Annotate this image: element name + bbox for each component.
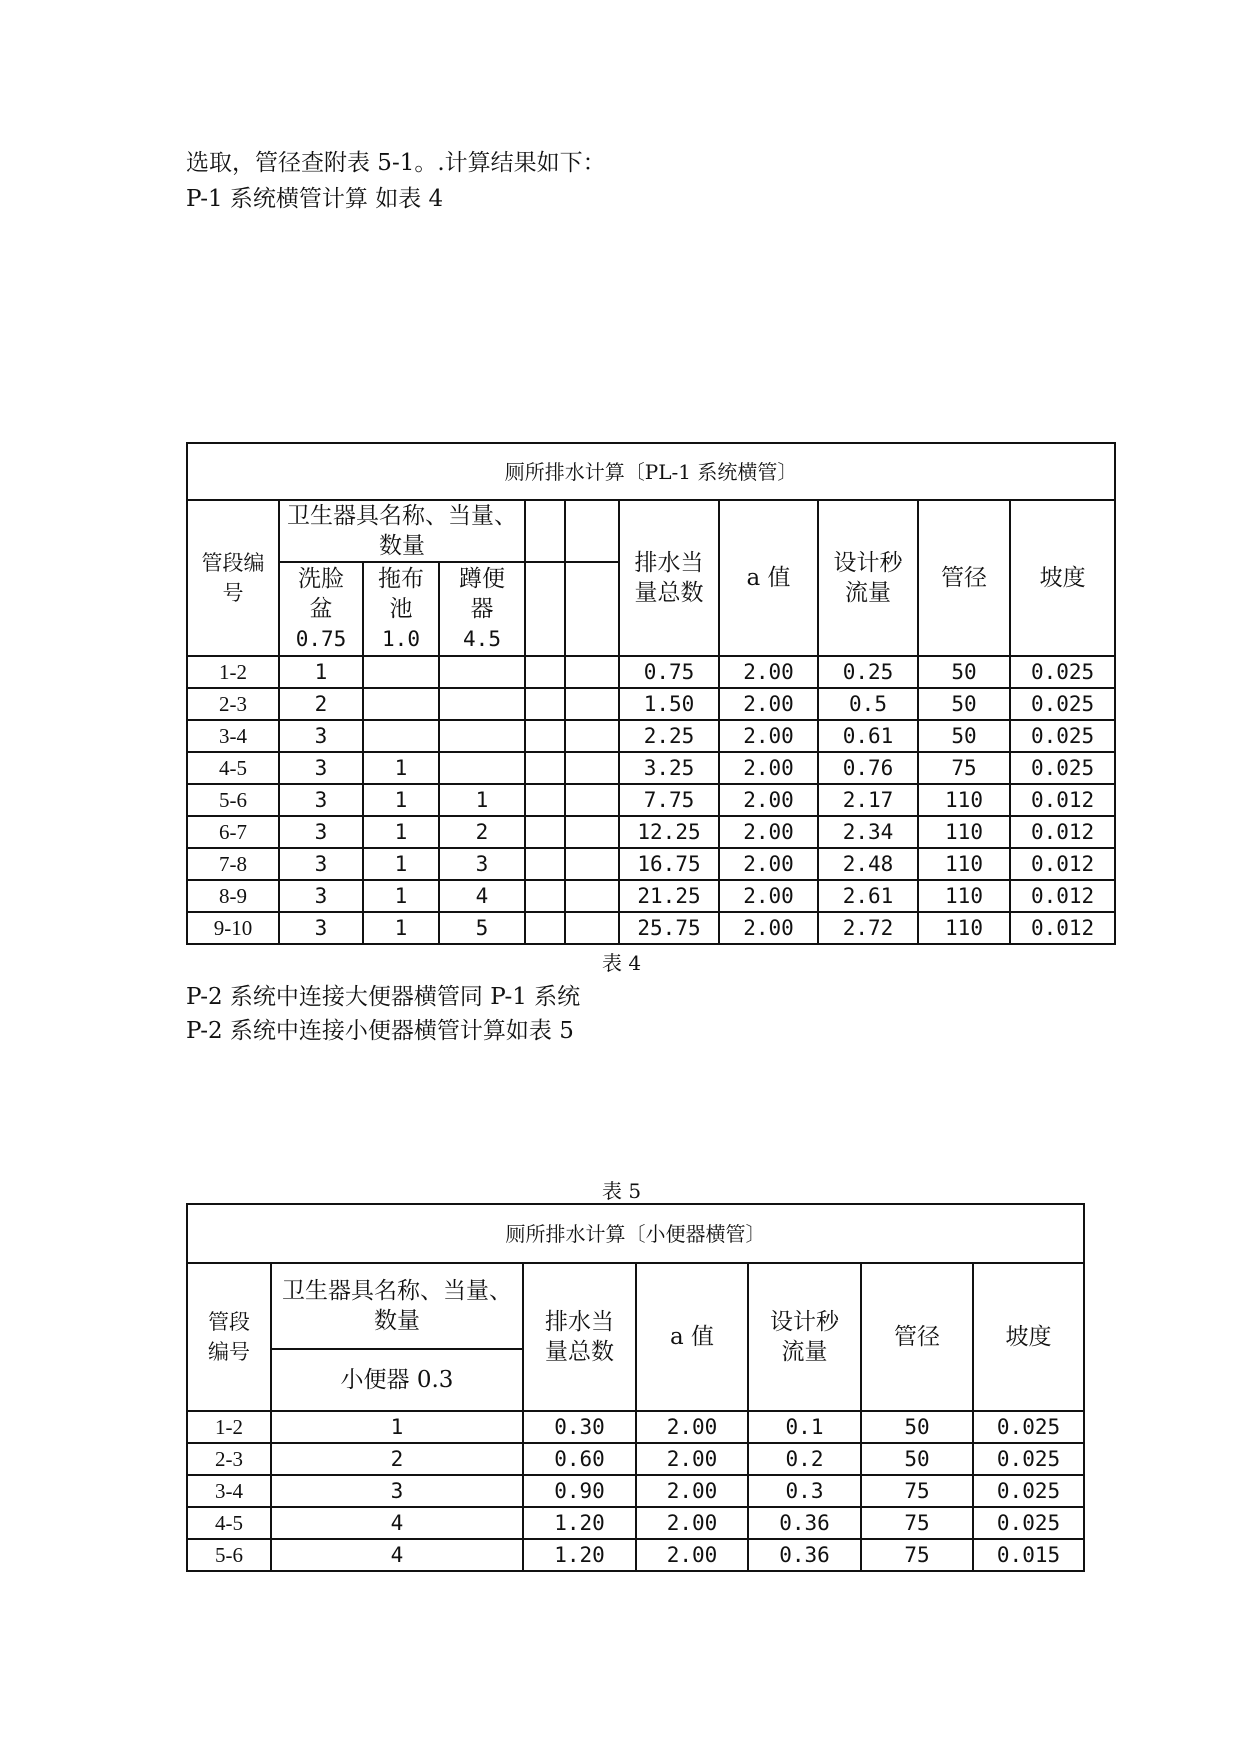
cell-total: 0.90 [523, 1475, 636, 1507]
table-row [187, 720, 1115, 752]
cell-mop-count: 1 [363, 880, 439, 912]
cell-flow: 0.2 [748, 1443, 861, 1475]
cell-total: 1.20 [523, 1507, 636, 1539]
cell-squat-count: 1 [439, 784, 525, 816]
cell-empty-2 [565, 752, 619, 784]
header-empty-2 [565, 500, 619, 562]
cell-diameter: 75 [861, 1539, 973, 1571]
header-fixture-group: 卫生器具名称、当量、数量 [279, 500, 525, 562]
intro-line-2: P-1 系统横管计算 如表 4 [186, 186, 444, 212]
cell-flow: 2.17 [818, 784, 918, 816]
cell-a-value: 2.00 [719, 848, 818, 880]
table-row [187, 880, 1115, 912]
cell-mop-count: 1 [363, 912, 439, 944]
cell-a-value: 2.00 [719, 912, 818, 944]
cell-segment: 3-4 [187, 1475, 271, 1507]
table-5-caption: 表 5 [602, 1179, 642, 1203]
cell-squat-count [439, 656, 525, 688]
t5-header-urinal: 小便器 0.3 [271, 1349, 523, 1411]
cell-slope: 0.025 [1010, 720, 1115, 752]
cell-basin-count: 3 [279, 880, 363, 912]
cell-empty-1 [525, 752, 565, 784]
cell-total: 3.25 [619, 752, 719, 784]
cell-total: 1.20 [523, 1539, 636, 1571]
cell-empty-2 [565, 784, 619, 816]
cell-mop-count [363, 720, 439, 752]
cell-diameter: 110 [918, 848, 1010, 880]
cell-a-value: 2.00 [636, 1411, 748, 1443]
cell-slope: 0.015 [973, 1539, 1084, 1571]
cell-mop-count [363, 688, 439, 720]
cell-diameter: 50 [861, 1411, 973, 1443]
cell-basin-count: 3 [279, 912, 363, 944]
cell-slope: 0.025 [1010, 752, 1115, 784]
cell-mop-count: 1 [363, 816, 439, 848]
cell-segment: 2-3 [187, 1443, 271, 1475]
cell-empty-2 [565, 848, 619, 880]
cell-mop-count: 1 [363, 848, 439, 880]
cell-a-value: 2.00 [719, 720, 818, 752]
cell-flow: 2.72 [818, 912, 918, 944]
cell-a-value: 2.00 [636, 1507, 748, 1539]
cell-mop-count [363, 656, 439, 688]
cell-total: 2.25 [619, 720, 719, 752]
cell-diameter: 75 [861, 1475, 973, 1507]
cell-squat-count [439, 720, 525, 752]
cell-a-value: 2.00 [636, 1443, 748, 1475]
cell-flow: 0.3 [748, 1475, 861, 1507]
cell-diameter: 50 [861, 1443, 973, 1475]
cell-slope: 0.025 [973, 1443, 1084, 1475]
cell-diameter: 110 [918, 784, 1010, 816]
cell-slope: 0.025 [973, 1411, 1084, 1443]
cell-slope: 0.025 [973, 1475, 1084, 1507]
cell-empty-2 [565, 688, 619, 720]
header-diameter: 管径 [918, 500, 1010, 656]
table-row [187, 848, 1115, 880]
header-flow: 设计秒 流量 [818, 500, 918, 656]
cell-squat-count: 4 [439, 880, 525, 912]
cell-slope: 0.012 [1010, 816, 1115, 848]
table-row [187, 688, 1115, 720]
table-4-title: 厕所排水计算〔PL-1 系统横管〕 [187, 443, 1115, 500]
t5-header-fixture-group: 卫生器具名称、当量、 数量 [271, 1263, 523, 1349]
header-a-value: a 值 [719, 500, 818, 656]
cell-diameter: 110 [918, 880, 1010, 912]
cell-segment: 1-2 [187, 656, 279, 688]
cell-total: 12.25 [619, 816, 719, 848]
table-row [187, 1411, 1084, 1443]
cell-diameter: 75 [918, 752, 1010, 784]
t5-header-flow: 设计秒 流量 [748, 1263, 861, 1411]
cell-empty-1 [525, 688, 565, 720]
header-basin: 洗脸 盆 0.75 [279, 562, 363, 656]
table-row [187, 1539, 1084, 1571]
cell-basin-count: 2 [279, 688, 363, 720]
t5-header-diameter: 管径 [861, 1263, 973, 1411]
table-5 [186, 1203, 1085, 1572]
cell-segment: 7-8 [187, 848, 279, 880]
cell-a-value: 2.00 [719, 752, 818, 784]
cell-flow: 0.36 [748, 1507, 861, 1539]
cell-total: 7.75 [619, 784, 719, 816]
middle-line-2: P-2 系统中连接小便器横管计算如表 5 [186, 1018, 574, 1044]
cell-segment: 3-4 [187, 720, 279, 752]
cell-total: 0.30 [523, 1411, 636, 1443]
cell-mop-count: 1 [363, 784, 439, 816]
cell-urinal-count: 3 [271, 1475, 523, 1507]
cell-empty-1 [525, 880, 565, 912]
cell-slope: 0.025 [1010, 656, 1115, 688]
cell-a-value: 2.00 [719, 816, 818, 848]
cell-flow: 0.36 [748, 1539, 861, 1571]
table-row [187, 816, 1115, 848]
t5-header-total: 排水当 量总数 [523, 1263, 636, 1411]
cell-urinal-count: 2 [271, 1443, 523, 1475]
intro-line-1: 选取，管径查附表 5-1。.计算结果如下： [186, 150, 606, 176]
cell-squat-count [439, 752, 525, 784]
cell-total: 1.50 [619, 688, 719, 720]
cell-squat-count: 2 [439, 816, 525, 848]
cell-flow: 2.34 [818, 816, 918, 848]
cell-empty-2 [565, 912, 619, 944]
cell-squat-count: 5 [439, 912, 525, 944]
cell-empty-2 [565, 656, 619, 688]
cell-empty-1 [525, 816, 565, 848]
cell-segment: 1-2 [187, 1411, 271, 1443]
cell-segment: 5-6 [187, 1539, 271, 1571]
table-row [187, 1443, 1084, 1475]
cell-basin-count: 3 [279, 752, 363, 784]
cell-empty-2 [565, 720, 619, 752]
cell-empty-1 [525, 784, 565, 816]
cell-segment: 4-5 [187, 752, 279, 784]
header-squat-toilet: 蹲便 器 4.5 [439, 562, 525, 656]
cell-segment: 9-10 [187, 912, 279, 944]
table-row [187, 784, 1115, 816]
table-row [187, 1507, 1084, 1539]
cell-a-value: 2.00 [719, 880, 818, 912]
cell-empty-1 [525, 912, 565, 944]
header-mop-sink: 拖布 池 1.0 [363, 562, 439, 656]
cell-basin-count: 1 [279, 656, 363, 688]
cell-basin-count: 3 [279, 720, 363, 752]
t5-header-a-value: a 值 [636, 1263, 748, 1411]
cell-flow: 0.76 [818, 752, 918, 784]
cell-flow: 2.48 [818, 848, 918, 880]
table-5-title: 厕所排水计算〔小便器横管〕 [187, 1204, 1084, 1263]
cell-segment: 5-6 [187, 784, 279, 816]
cell-a-value: 2.00 [636, 1539, 748, 1571]
cell-total: 25.75 [619, 912, 719, 944]
cell-urinal-count: 4 [271, 1539, 523, 1571]
cell-flow: 0.25 [818, 656, 918, 688]
cell-empty-1 [525, 720, 565, 752]
cell-basin-count: 3 [279, 848, 363, 880]
cell-a-value: 2.00 [719, 784, 818, 816]
cell-flow: 0.61 [818, 720, 918, 752]
cell-a-value: 2.00 [719, 688, 818, 720]
header-empty-4 [565, 562, 619, 656]
cell-total: 0.60 [523, 1443, 636, 1475]
cell-empty-2 [565, 880, 619, 912]
cell-total: 21.25 [619, 880, 719, 912]
cell-total: 0.75 [619, 656, 719, 688]
middle-line-1: P-2 系统中连接大便器横管同 P-1 系统 [186, 984, 581, 1010]
cell-basin-count: 3 [279, 816, 363, 848]
header-segment: 管段编 号 [187, 500, 279, 656]
cell-diameter: 110 [918, 816, 1010, 848]
cell-segment: 2-3 [187, 688, 279, 720]
cell-segment: 6-7 [187, 816, 279, 848]
cell-diameter: 50 [918, 720, 1010, 752]
cell-empty-1 [525, 848, 565, 880]
t5-header-slope: 坡度 [973, 1263, 1084, 1411]
cell-flow: 2.61 [818, 880, 918, 912]
table-4 [186, 442, 1116, 945]
cell-diameter: 75 [861, 1507, 973, 1539]
cell-diameter: 50 [918, 656, 1010, 688]
header-slope: 坡度 [1010, 500, 1115, 656]
cell-slope: 0.025 [1010, 688, 1115, 720]
cell-mop-count: 1 [363, 752, 439, 784]
cell-squat-count: 3 [439, 848, 525, 880]
cell-a-value: 2.00 [719, 656, 818, 688]
cell-diameter: 50 [918, 688, 1010, 720]
cell-slope: 0.012 [1010, 784, 1115, 816]
cell-squat-count [439, 688, 525, 720]
table-row [187, 752, 1115, 784]
cell-urinal-count: 4 [271, 1507, 523, 1539]
header-empty-1 [525, 500, 565, 562]
cell-total: 16.75 [619, 848, 719, 880]
table-row [187, 912, 1115, 944]
table-4-caption: 表 4 [602, 951, 642, 975]
cell-empty-2 [565, 816, 619, 848]
cell-basin-count: 3 [279, 784, 363, 816]
t5-header-segment: 管段 编号 [187, 1263, 271, 1411]
table-row [187, 1475, 1084, 1507]
header-total: 排水当 量总数 [619, 500, 719, 656]
cell-a-value: 2.00 [636, 1475, 748, 1507]
cell-diameter: 110 [918, 912, 1010, 944]
cell-slope: 0.025 [973, 1507, 1084, 1539]
cell-flow: 0.5 [818, 688, 918, 720]
cell-slope: 0.012 [1010, 912, 1115, 944]
cell-segment: 4-5 [187, 1507, 271, 1539]
cell-empty-1 [525, 656, 565, 688]
table-row [187, 656, 1115, 688]
cell-urinal-count: 1 [271, 1411, 523, 1443]
cell-slope: 0.012 [1010, 880, 1115, 912]
header-empty-3 [525, 562, 565, 656]
cell-flow: 0.1 [748, 1411, 861, 1443]
cell-segment: 8-9 [187, 880, 279, 912]
cell-slope: 0.012 [1010, 848, 1115, 880]
